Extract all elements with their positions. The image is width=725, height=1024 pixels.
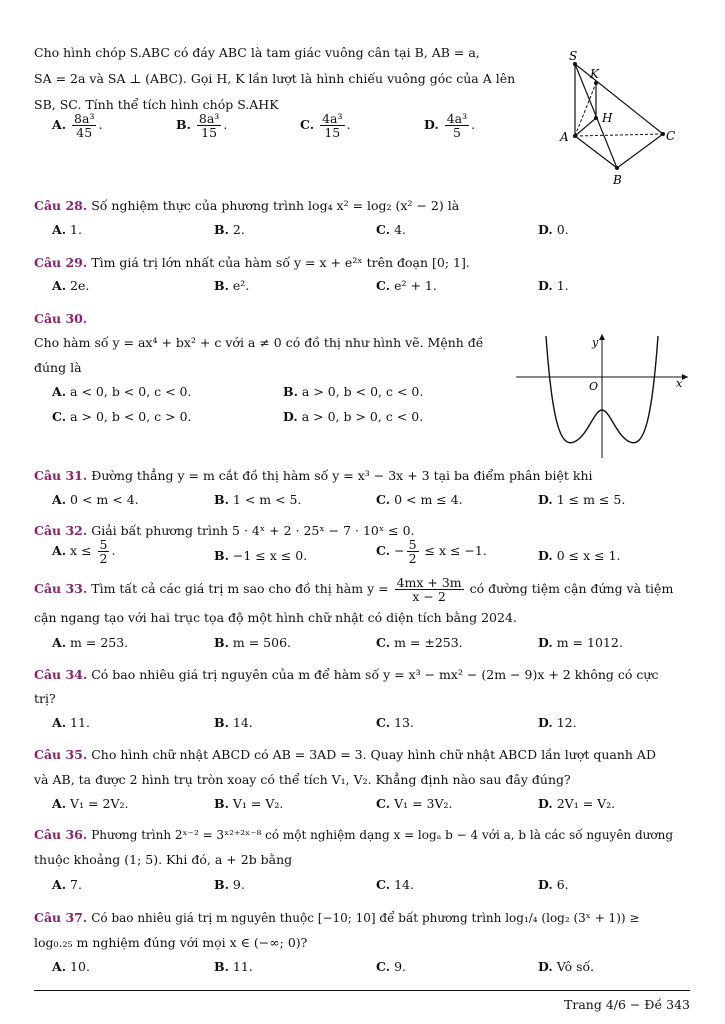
q34-option-d: D. 12. <box>538 715 577 730</box>
q32-option-b: B. −1 ≤ x ≤ 0. <box>214 548 308 563</box>
q31-text: Đường thẳng y = m cắt đồ thị hàm số y = x³ − 3x + 3 tại ba điểm phân biệt khi <box>91 468 593 483</box>
q33-label: Câu 33. <box>34 581 88 596</box>
q35-option-a: A. V₁ = 2V₂. <box>52 796 129 811</box>
q28-option-d: D. 0. <box>538 222 569 237</box>
q36-text: Phương trình 2ˣ⁻² = 3ˣ²⁺²ˣ⁻⁸ có một nghiệm dạng x = logₐ b − 4 với a, b là các số nguyên dương <box>91 828 674 842</box>
q30-line2: đúng là <box>34 360 82 375</box>
q29-stem <box>34 254 470 272</box>
q31-option-b: B. 1 < m < 5. <box>214 492 302 507</box>
q37-stem <box>34 909 639 927</box>
q32-option-a: A. x ≤ $\frac{5}{2}$ . <box>52 537 116 566</box>
q32-text: Giải bất phương trình 5 · 4ˣ + 2 · 25ˣ − 7 · 10ˣ ≤ 0. <box>91 523 415 538</box>
q31-option-d: D. 1 ≤ m ≤ 5. <box>538 492 626 507</box>
q36-option-a: A. 7. <box>52 877 82 892</box>
q30-option-d: D. a > 0, b > 0, c < 0. <box>283 409 424 424</box>
q31-stem <box>34 467 593 485</box>
q27-option-a: A. $\frac{\text{8a³}}{45}$ . <box>52 111 103 140</box>
q34-label: Câu 34. <box>34 667 88 682</box>
q33-option-a: A. m = 253. <box>52 635 129 650</box>
q34-option-a: A. 11. <box>52 715 90 730</box>
graph-y-label: y <box>592 336 599 349</box>
q29-option-c: C. e² + 1. <box>376 278 437 293</box>
q31-option-a: A. 0 < m < 4. <box>52 492 139 507</box>
label-c: C <box>666 129 676 143</box>
q37-line2: log₀.₂₅ m nghiệm đúng với mọi x ∈ (−∞; 0)? <box>34 935 308 950</box>
label-k: K <box>590 67 599 81</box>
q33-line2: cận ngang tạo với hai trục tọa độ một hình chữ nhật có diện tích bằng 2024. <box>34 610 517 625</box>
q32-option-c: C. − $\frac{5}{2}$ ≤ x ≤ −1. <box>376 537 487 566</box>
q32-option-d: D. 0 ≤ x ≤ 1. <box>538 548 621 563</box>
q35-label: Câu 35. <box>34 747 88 762</box>
label-s: S <box>569 49 578 63</box>
q37-option-b: B. 11. <box>214 959 253 974</box>
q27-option-b: B. $\frac{\text{8a³}}{15}$ . <box>176 111 228 140</box>
q29-option-a: A. 2e. <box>52 278 90 293</box>
q30-option-c: C. a > 0, b < 0, c > 0. <box>52 409 192 424</box>
label-b: B <box>613 173 622 187</box>
q27-line2: SA = 2a và SA ⊥ (ABC). Gọi H, K lần lượt là hình chiếu vuông góc của A lên <box>34 71 516 86</box>
q35-option-c: C. V₁ = 3V₂. <box>376 796 453 811</box>
q29-text: Tìm giá trị lớn nhất của hàm số y = x + e²ˣ trên đoạn [0; 1]. <box>91 255 470 270</box>
q30-option-a: A. a < 0, b < 0, c < 0. <box>52 384 192 399</box>
q31-label: Câu 31. <box>34 468 88 483</box>
q37-label: Câu 37. <box>34 910 88 925</box>
q33-option-d: D. m = 1012. <box>538 635 623 650</box>
label-a: A <box>560 130 569 144</box>
q34-line2: trị? <box>34 691 56 706</box>
q33-option-b: B. m = 506. <box>214 635 292 650</box>
q37-text: Có bao nhiêu giá trị m nguyên thuộc [−10; 10] để bất phương trình log₁/₄ (log₂ (3ˣ + 1)) ≥ <box>91 911 640 925</box>
q29-label: Câu 29. <box>34 255 88 270</box>
q29-option-d: D. 1. <box>538 278 569 293</box>
q28-option-c: C. 4. <box>376 222 407 237</box>
graph-origin-label: O <box>589 380 599 393</box>
q36-option-c: C. 14. <box>376 877 414 892</box>
quartic-graph <box>512 330 692 462</box>
q37-option-d: D. Vô số. <box>538 959 595 974</box>
q30-label: Câu 30. <box>34 311 88 326</box>
q35-text: Cho hình chữ nhật ABCD có AB = 3AD = 3. Quay hình chữ nhật ABCD lần lượt quanh AD <box>91 747 656 762</box>
q30-label-line <box>34 310 87 328</box>
q29-option-b: B. e². <box>214 278 250 293</box>
q34-option-c: C. 13. <box>376 715 414 730</box>
q35-option-d: D. 2V₁ = V₂. <box>538 796 616 811</box>
q33-option-c: C. m = ±253. <box>376 635 463 650</box>
label-h: H <box>602 111 613 125</box>
q36-line2: thuộc khoảng (1; 5). Khi đó, a + 2b bằng <box>34 852 293 867</box>
q34-stem <box>34 666 658 684</box>
q28-option-a: A. 1. <box>52 222 82 237</box>
q35-stem <box>34 746 656 764</box>
q27-line3: SB, SC. Tính thể tích hình chóp S.AHK <box>34 97 279 112</box>
q36-option-d: D. 6. <box>538 877 569 892</box>
q36-option-b: B. 9. <box>214 877 245 892</box>
q28-stem <box>34 197 459 215</box>
pyramid-figure <box>555 48 685 188</box>
q36-stem <box>34 826 673 844</box>
q27-option-d: D. $\frac{\text{4a³}}{5}$ . <box>424 111 476 140</box>
page-footer: Trang 4/6 − Đề 343 <box>564 997 690 1012</box>
q37-option-a: A. 10. <box>52 959 90 974</box>
q27-option-c: C. $\frac{\text{4a³}}{15}$ . <box>300 111 351 140</box>
q30-line1: Cho hàm số y = ax⁴ + bx² + c với a ≠ 0 có đồ thị như hình vẽ. Mệnh đề <box>34 335 484 350</box>
q27-line1: Cho hình chóp S.ABC có đáy ABC là tam giác vuông cân tại B, AB = a, <box>34 45 480 60</box>
q35-line2: và AB, ta được 2 hình trụ tròn xoay có thể tích V₁, V₂. Khẳng định nào sau đây đúng? <box>34 772 571 787</box>
q31-option-c: C. 0 < m ≤ 4. <box>376 492 463 507</box>
footer-divider <box>34 990 690 991</box>
q37-option-c: C. 9. <box>376 959 407 974</box>
q30-option-b: B. a > 0, b < 0, c < 0. <box>283 384 424 399</box>
q34-option-b: B. 14. <box>214 715 253 730</box>
q33-stem: Câu 33. Tìm tất cả các giá trị m sao cho đồ thị hàm y = $\frac{4mx + 3m}{x - 2}$ có đường tiệm cận đứng và tiệm <box>34 575 674 604</box>
graph-x-label: x <box>676 377 683 390</box>
q28-option-b: B. 2. <box>214 222 245 237</box>
q34-text: Có bao nhiêu giá trị nguyên của m để hàm số y = x³ − mx² − (2m − 9)x + 2 không có cực <box>91 667 659 682</box>
q28-text: Số nghiệm thực của phương trình log₄ x² = log₂ (x² − 2) là <box>91 198 460 213</box>
q36-label: Câu 36. <box>34 827 88 842</box>
q35-option-b: B. V₁ = V₂. <box>214 796 284 811</box>
q28-label: Câu 28. <box>34 198 88 213</box>
q32-label: Câu 32. <box>34 523 88 538</box>
